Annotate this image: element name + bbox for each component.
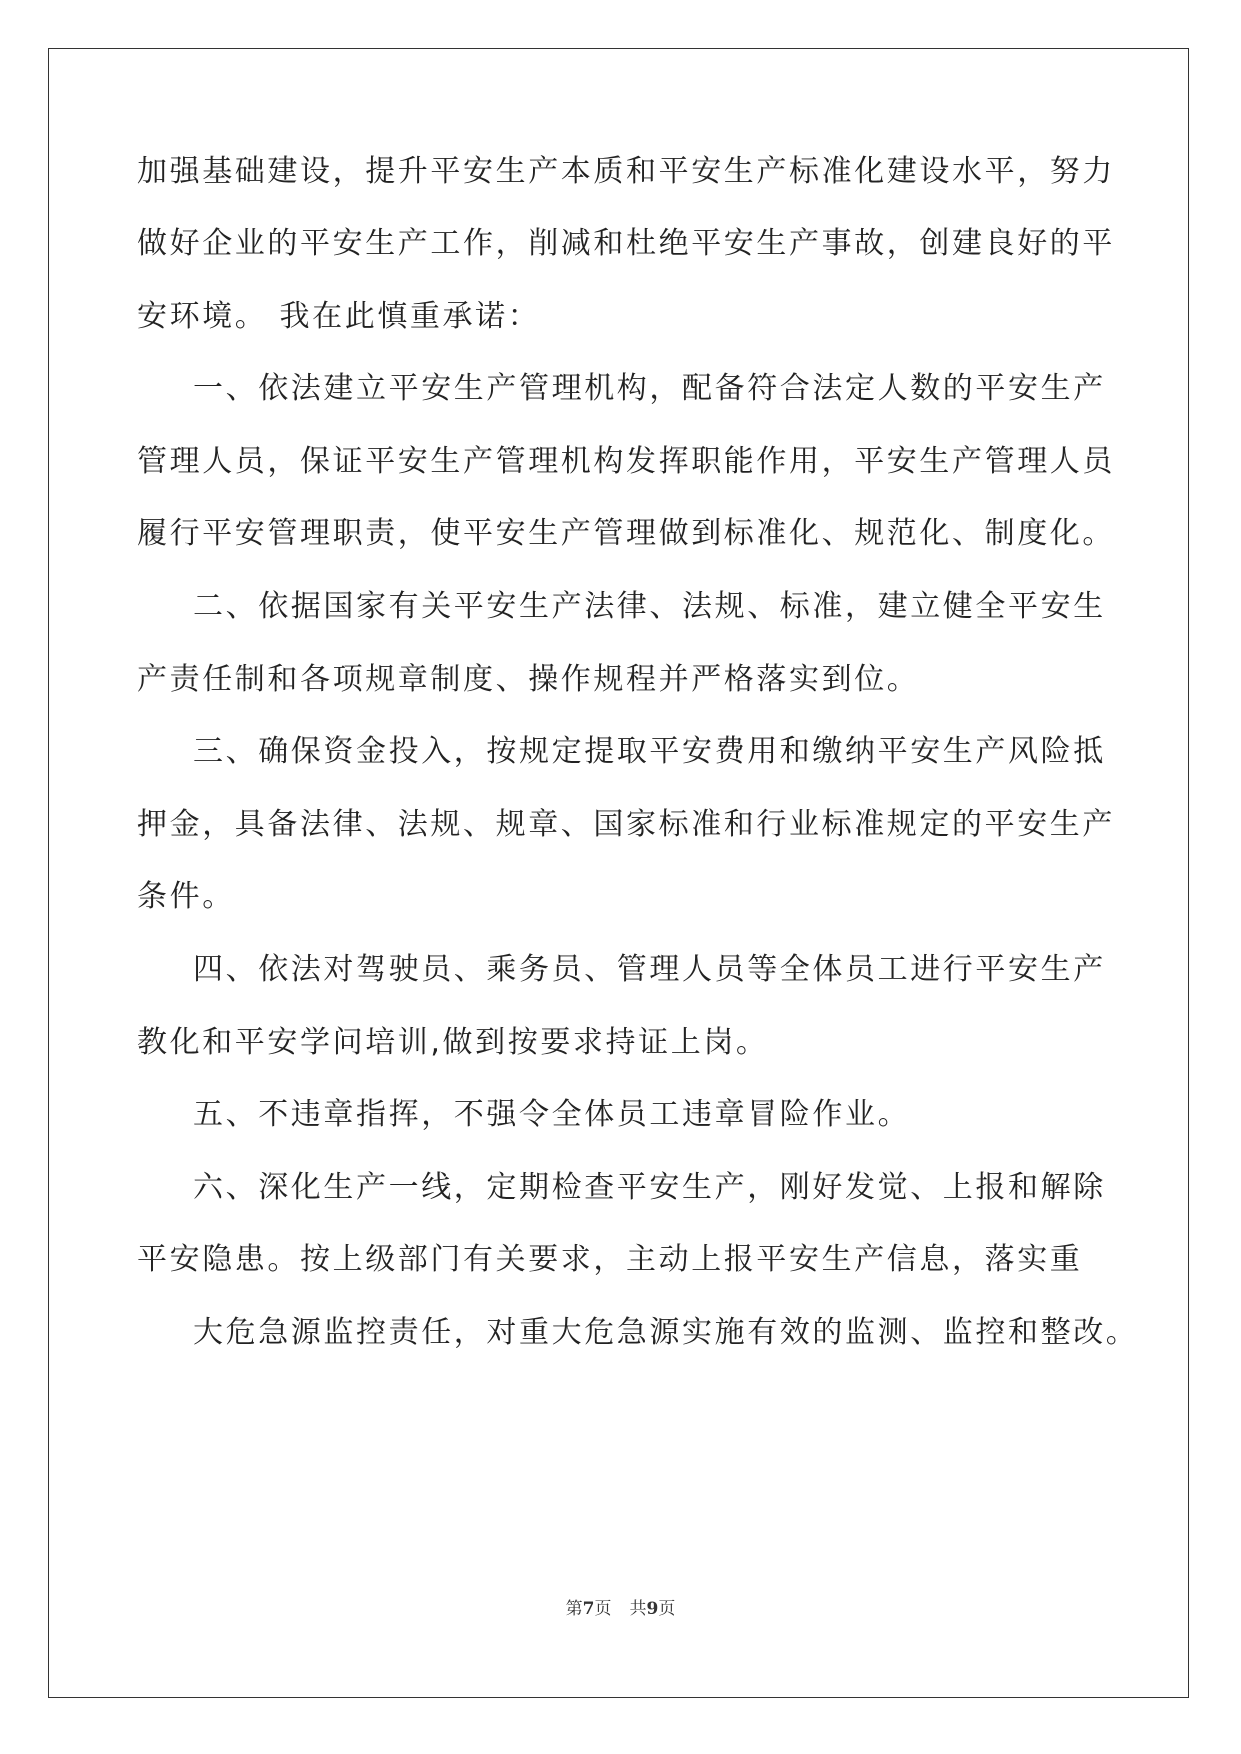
text-line: 加强基础建设，提升平安生产本质和平安生产标准化建设水平，努力 bbox=[137, 154, 1115, 189]
page-border bbox=[48, 48, 1189, 1698]
page-unit: 页 bbox=[594, 1599, 612, 1619]
text-line: 产责任制和各项规章制度、操作规程并严格落实到位。 bbox=[137, 662, 920, 697]
page-prefix: 第 bbox=[565, 1599, 583, 1619]
total-unit: 页 bbox=[658, 1599, 676, 1619]
text-line: 教化和平安学问培训,做到按要求持证上岗。 bbox=[137, 1025, 769, 1060]
total-prefix: 共 bbox=[629, 1599, 647, 1619]
text-line: 履行平安管理职责，使平安生产管理做到标准化、规范化、制度化。 bbox=[137, 516, 1115, 551]
text-line: 大危急源监控责任，对重大危急源实施有效的监测、监控和整改。 bbox=[193, 1315, 1139, 1350]
text-line: 四、依法对驾驶员、乘务员、管理人员等全体员工进行平安生产 bbox=[193, 952, 1106, 987]
text-line: 二、依据国家有关平安生产法律、法规、标准，建立健全平安生 bbox=[193, 589, 1106, 624]
total-page-number: 9 bbox=[646, 1599, 659, 1619]
text-line: 六、深化生产一线，定期检查平安生产，刚好发觉、上报和解除 bbox=[193, 1170, 1106, 1205]
text-line: 做好企业的平安生产工作，削减和杜绝平安生产事故，创建良好的平 bbox=[137, 226, 1115, 261]
text-line: 管理人员，保证平安生产管理机构发挥职能作用，平安生产管理人员 bbox=[137, 444, 1115, 479]
text-line: 平安隐患。按上级部门有关要求，主动上报平安生产信息，落实重 bbox=[137, 1242, 1083, 1277]
text-line: 押金，具备法律、法规、规章、国家标准和行业标准规定的平安生产 bbox=[137, 807, 1115, 842]
text-line: 五、不违章指挥，不强令全体员工违章冒险作业。 bbox=[193, 1097, 911, 1132]
current-page-number: 7 bbox=[582, 1599, 595, 1619]
text-line: 安环境。 我在此慎重承诺： bbox=[137, 299, 541, 334]
page-number-footer bbox=[0, 1598, 1241, 1620]
text-line: 三、确保资金投入，按规定提取平安费用和缴纳平安生产风险抵 bbox=[193, 734, 1106, 769]
text-line: 条件。 bbox=[137, 879, 235, 914]
text-line: 一、依法建立平安生产管理机构，配备符合法定人数的平安生产 bbox=[193, 371, 1106, 406]
